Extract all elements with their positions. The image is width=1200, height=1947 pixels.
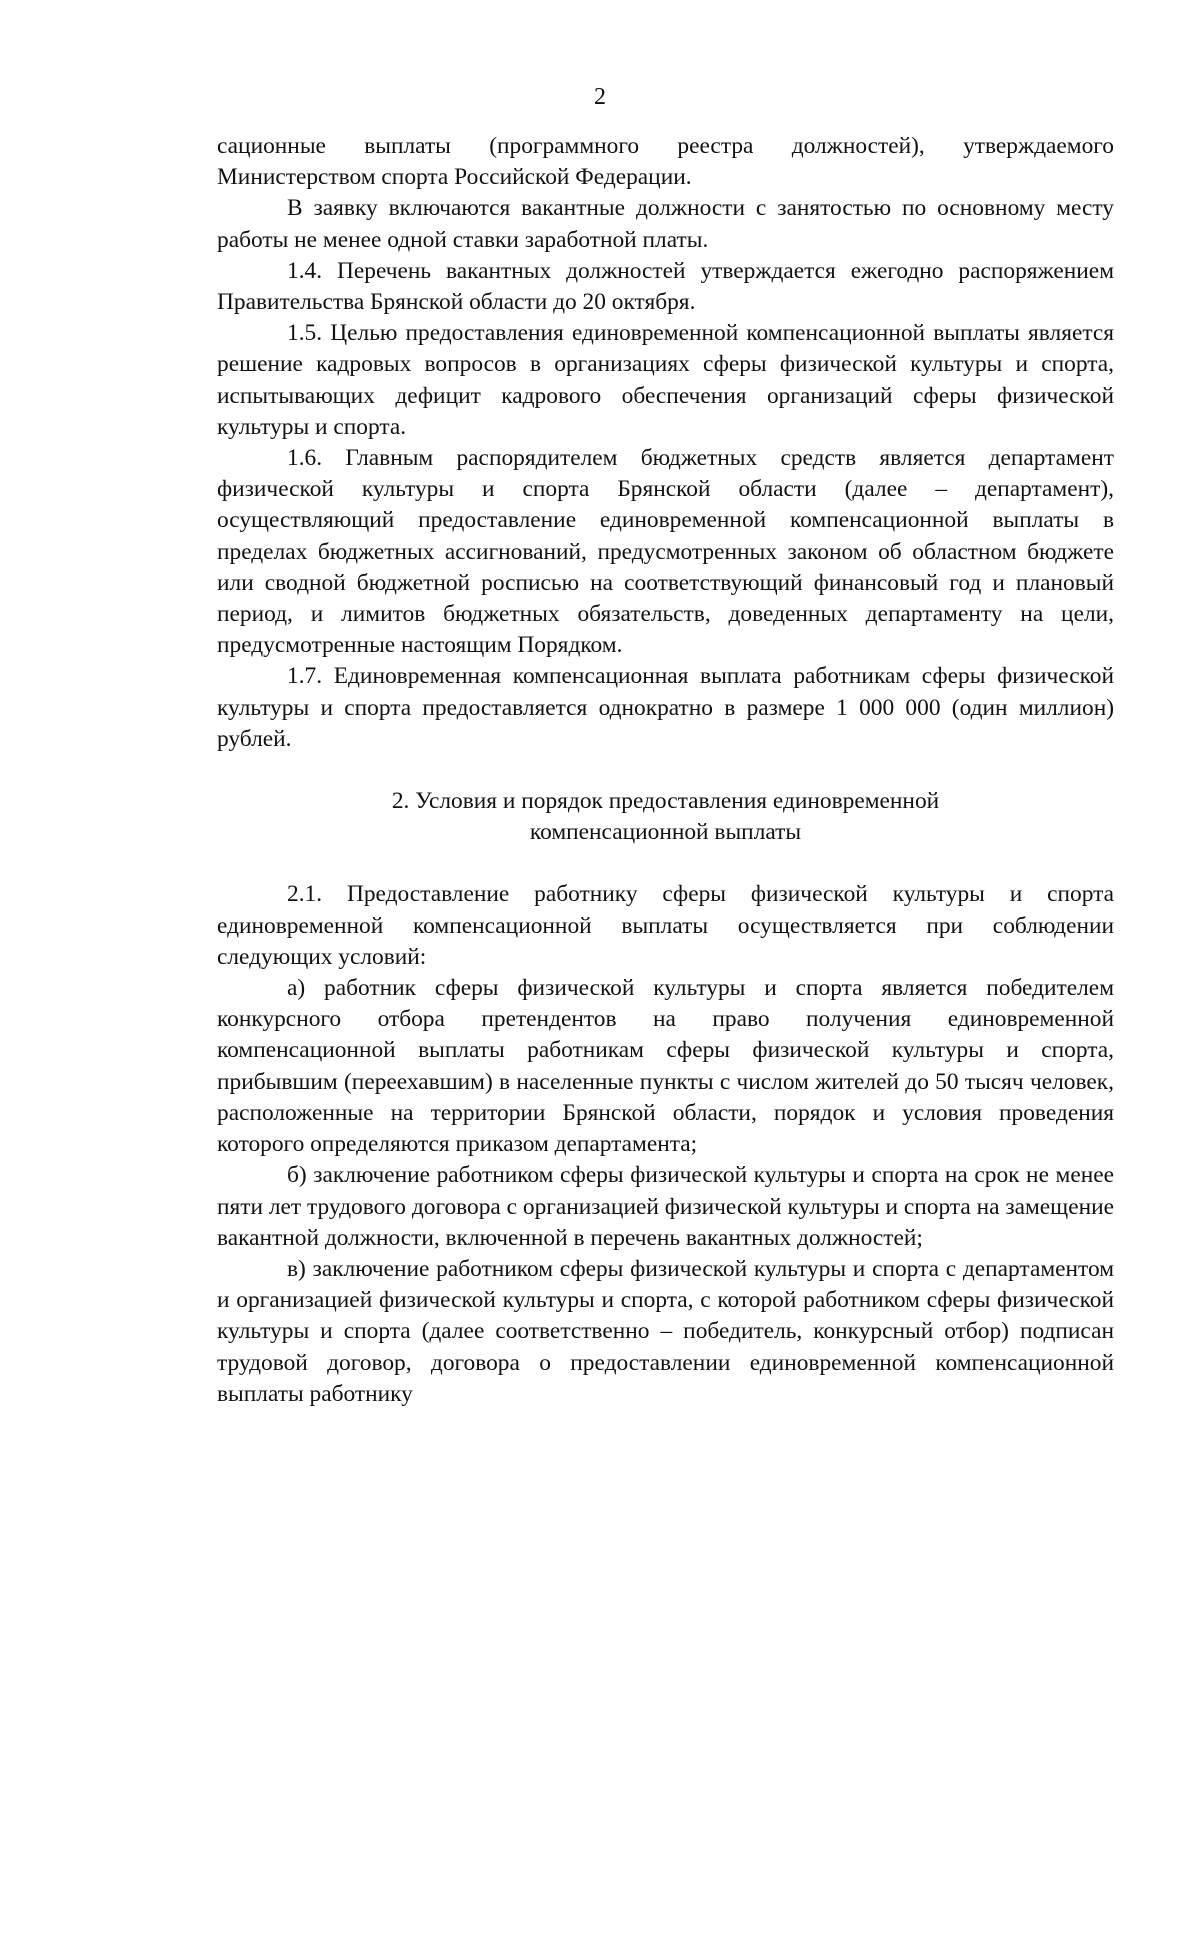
paragraph-2-1-a: а) работник сферы физической культуры и спорта является победителем конкурсного отбора претендентов на право получения единовременной компенсационной выплаты работникам сферы физической культуры и спорта, прибывшим (переехавшим) в населенные пункты с числом жителей до 50 тысяч человек, расположенные на территории Брянской области, порядок и условия проведения которого определяются приказом департамента; xyxy=(217,975,1114,1158)
paragraph-2-1-v: в) заключение работником сферы физической культуры и спорта с департаментом и организацией физической культуры и спорта, с которой работником сферы физической культуры и спорта (далее соответственно – победитель, конкурсный отбор) подписан трудовой договор, договора о предоставлении единовременной компенсационной выплаты работнику xyxy=(217,1255,1114,1407)
paragraph-vacancies-application: В заявку включаются вакантные должности с занятостью по основному месту работы не менее одной ставки заработной платы. xyxy=(217,195,1114,253)
paragraph-continuation: сационные выплаты (программного реестра должностей), утверждаемого Министерством спорта Российской Федерации. xyxy=(217,133,1114,191)
paragraph-1-5: 1.5. Целью предоставления единовременной компенсационной выплаты является решение кадровых вопросов в организациях сферы физической культуры и спорта, испытывающих дефицит кадрового обеспечения организаций сферы физической культуры и спорта. xyxy=(217,320,1114,440)
section-2-heading xyxy=(217,786,1114,848)
paragraph-1-6: 1.6. Главным распорядителем бюджетных средств является департамент физической культуры и спорта Брянской области (далее – департамент), осуществляющий предоставление единовременной компенсационной выплаты в пределах бюджетных ассигнований, предусмотренных законом об областном бюджете или сводной бюджетной росписью на соответствующий финансовый год и плановый период, и лимитов бюджетных обязательств, доведенных департаменту на цели, предусмотренные настоящим Порядком. xyxy=(217,445,1114,659)
section-2-heading-line-2: компенсационной выплаты xyxy=(529,819,802,846)
page-number: 2 xyxy=(594,84,606,110)
paragraph-1-4: 1.4. Перечень вакантных должностей утверждается ежегодно распоряжением Правительства Брянской области до 20 октября. xyxy=(217,257,1114,316)
paragraph-2-1-b: б) заключение работником сферы физической культуры и спорта на срок не менее пяти лет трудового договора с организацией физической культуры и спорта на замещение вакантной должности, включенной в перечень вакантных должностей; xyxy=(217,1162,1114,1251)
document-body xyxy=(217,131,1114,1410)
paragraph-1-7: 1.7. Единовременная компенсационная выплата работникам сферы физической культуры и спорта предоставляется однократно в размере 1 000 000 (один миллион) рублей. xyxy=(217,663,1114,752)
section-2-heading-line-1: 2. Условия и порядок предоставления единовременной xyxy=(391,788,940,815)
paragraph-2-1: 2.1. Предоставление работнику сферы физической культуры и спорта единовременной компенсационной выплаты осуществляется при соблюдении следующих условий: xyxy=(217,881,1114,970)
